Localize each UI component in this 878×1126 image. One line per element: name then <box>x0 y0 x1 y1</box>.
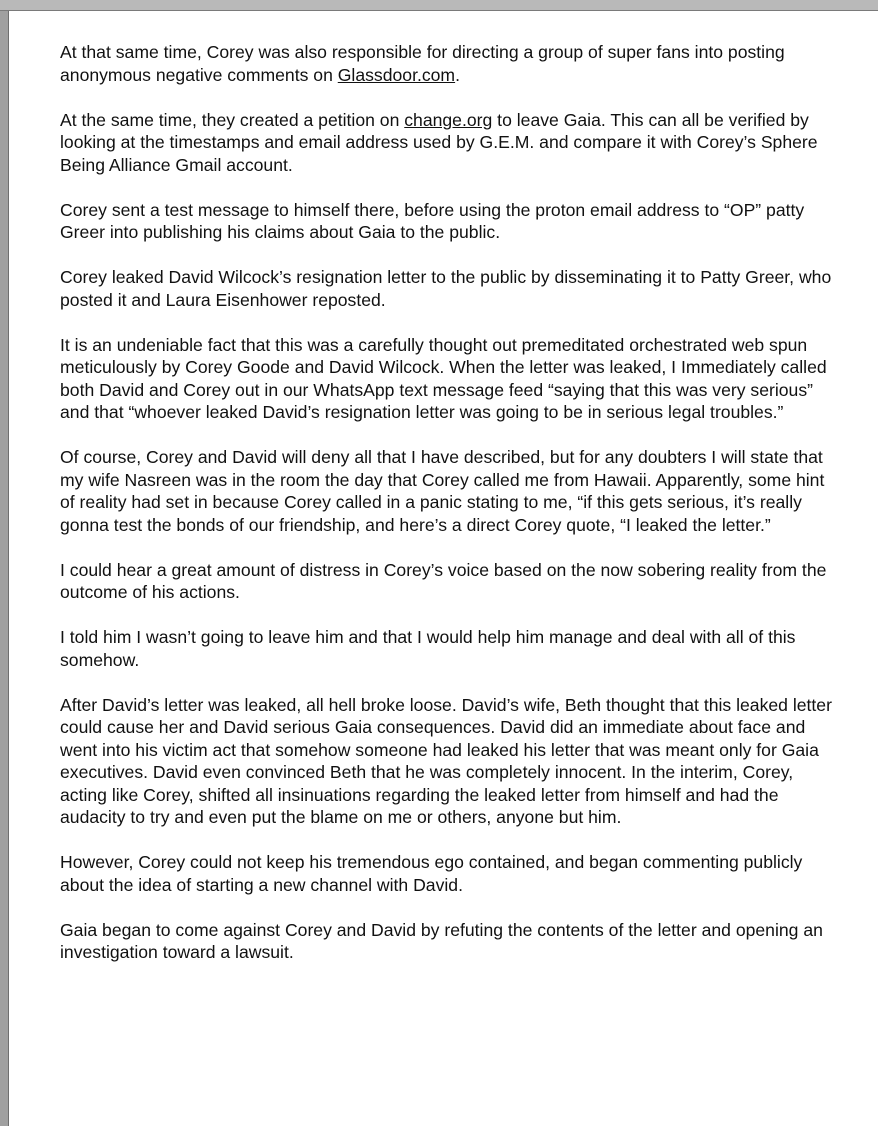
paragraph-1-text: At that same time, Corey was also responsible for directing a group of super fans into posting anonymous negative comments on <box>60 42 785 85</box>
paragraph-9: After David’s letter was leaked, all hell broke loose. David’s wife, Beth thought that this leaked letter could cause her and David serious Gaia consequences. David did an immediate about face and went into his victim act that somehow someone had leaked his letter that was meant only for Gaia executives. David even convinced Beth that he was completely innocent. In the interim, Corey, acting like Corey, shifted all insinuations regarding the leaked letter from himself and had the audacity to try and even put the blame on me or others, anyone but him. <box>60 694 832 827</box>
paragraph-4: Corey leaked David Wilcock’s resignation letter to the public by disseminating it to Patty Greer, who posted it and Laura Eisenhower reposted. <box>60 267 832 310</box>
paragraph-5: It is an undeniable fact that this was a carefully thought out premeditated orchestrated web spun meticulously by Corey Goode and David Wilcock. When the letter was leaked, I Immediately called both David and Corey out in our WhatsApp text message feed “saying that this was very serious” and that “whoever leaked David’s resignation letter was going to be in serious legal troubles.” <box>60 334 827 422</box>
paragraph-3: Corey sent a test message to himself there, before using the proton email address to “OP” patty Greer into publishing his claims about Gaia to the public. <box>60 199 805 242</box>
paragraph-1-end: . <box>455 64 460 85</box>
paragraph-2 <box>60 109 835 177</box>
document-body <box>60 41 835 986</box>
paragraph-10: However, Corey could not keep his tremendous ego contained, and began commenting publicly about the idea of starting a new channel with David. <box>60 852 803 895</box>
paragraph-11: Gaia began to come against Corey and David by refuting the contents of the letter and opening an investigation toward a lawsuit. <box>60 919 823 962</box>
paragraph-6: Of course, Corey and David will deny all that I have described, but for any doubters I will state that my wife Nasreen was in the room the day that Corey called me from Hawaii. Apparently, some hint of reality had set in because Corey called in a panic stating to me, “if this gets serious, it’s really gonna test the bonds of our friendship, and here’s a direct Corey quote, “I leaked the letter.” <box>60 447 825 535</box>
paragraph-2-end: to leave Gaia. This can all be verified by looking at the timestamps and email address used by G.E.M. and compare it with Corey’s Sphere Being Alliance Gmail account. <box>60 109 818 175</box>
viewer-top-edge <box>0 0 878 11</box>
document-page <box>8 11 878 1126</box>
paragraph-1 <box>60 41 835 86</box>
paragraph-8: I told him I wasn’t going to leave him and that I would help him manage and deal with all of this somehow. <box>60 627 796 670</box>
paragraph-7: I could hear a great amount of distress in Corey’s voice based on the now sobering reality from the outcome of his actions. <box>60 559 827 602</box>
paragraph-2-text: At the same time, they created a petition on <box>60 109 405 130</box>
glassdoor-link[interactable]: Glassdoor.com <box>337 64 456 85</box>
change-org-link[interactable]: change.org <box>404 109 493 130</box>
